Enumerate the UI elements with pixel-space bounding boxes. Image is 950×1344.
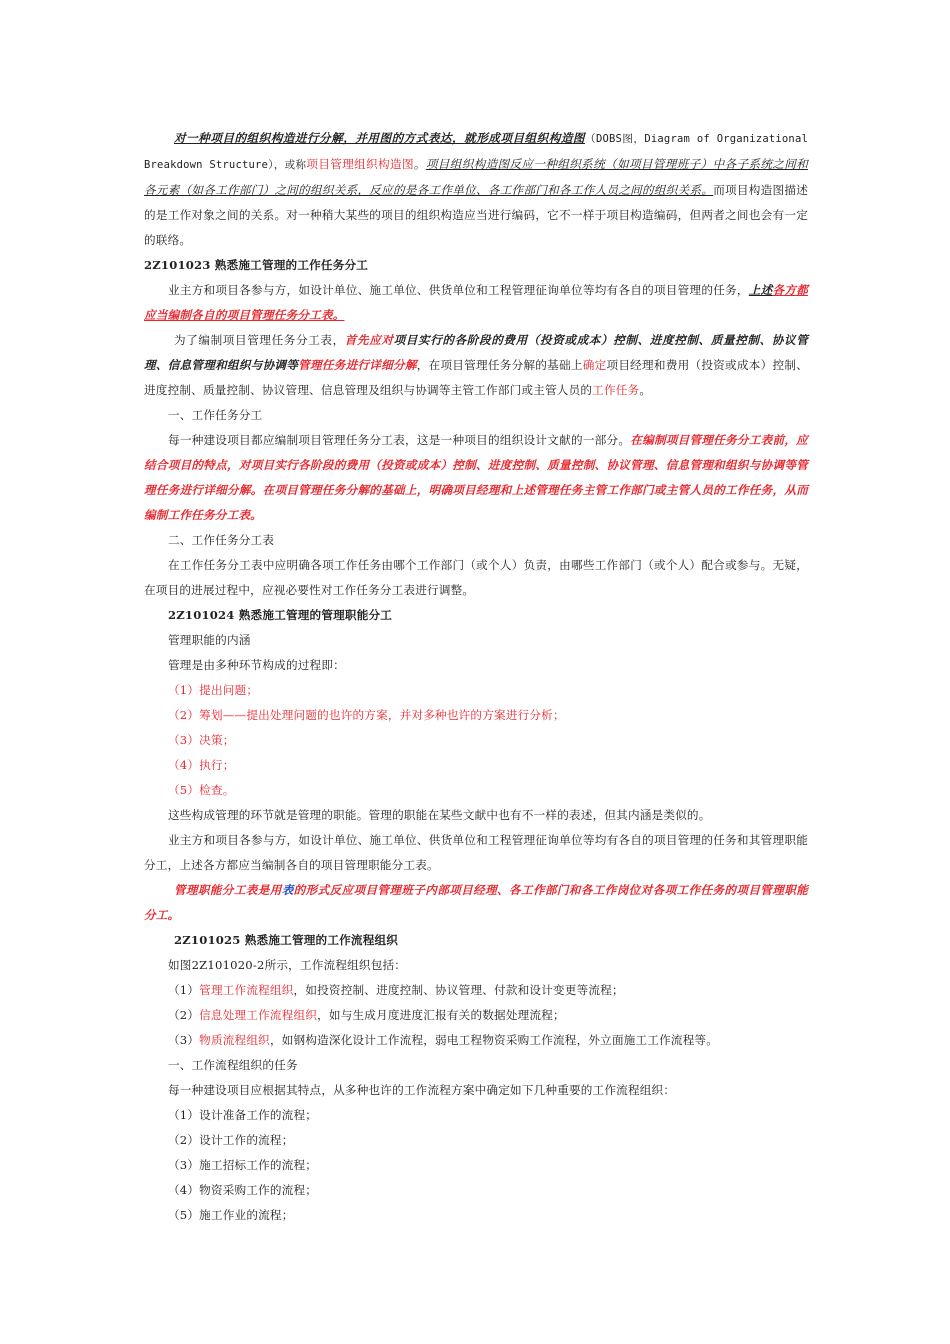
- paragraph-task-intro: 业主方和项目各参与方，如设计单位、施工单位、供货单位和工程管理征询单位等均有各自的项目管理的任务，上述各方都应当编制各自的项目管理任务分工表。: [144, 283, 808, 322]
- list-item: （3）施工招标工作的流程；: [168, 1158, 318, 1172]
- list-item: （1）设计准备工作的流程；: [168, 1108, 318, 1122]
- subheading-function-meaning: 管理职能的内涵: [168, 633, 251, 647]
- dobs-alt-name: 项目管理组织构造图: [306, 157, 414, 171]
- section-heading-2z101025: 2Z101025 熟悉施工管理的工作流程组织: [174, 933, 399, 947]
- subheading-task-table: 二、工作任务分工表: [168, 533, 275, 547]
- paragraph-task-table: 每一种建设项目都应编制项目管理任务分工表，这是一种项目的组织设计文献的一部分。在编制项目管理任务分工表前，应结合项目的特点，对项目实行各阶段的费用（投资或成本）控制、进度控制、质量控制、协议管理、信息管理和组织与协调等管理任务进行详细分解。在项目管理任务分解的基础上，明确项目经理和上述管理任务主管工作部门或主管人员的工作任务，从而编制工作任务分工表。: [144, 433, 808, 522]
- section-heading-2z101024: 2Z101024 熟悉施工管理的管理职能分工: [168, 608, 393, 622]
- list-item: （1）管理工作流程组织，如投资控制、进度控制、协议管理、付款和设计变更等流程；: [168, 983, 624, 997]
- list-item: （1）提出问题；: [168, 683, 259, 697]
- paragraph-functions: 这些构成管理的环节就是管理的职能。管理的职能在某些文献中也有不一样的表述，但其内涵是类似的。: [168, 808, 711, 822]
- paragraph-flow-intro: 如图2Z101020-2所示，工作流程组织包括：: [168, 958, 407, 972]
- dobs-explanation: 项目组织构造图反应一种组织系统（如项目管理班子）中各子系统之间和各元素（如各工作部门）之间的组织关系，反应的是各工作单位、各工作部门和各工作人员之间的组织关系。: [144, 157, 808, 197]
- dobs-definition: 对一种项目的组织构造进行分解，并用图的方式表达，就形成项目组织构造图: [174, 131, 585, 145]
- paragraph-task-table-detail: 在工作任务分工表中应明确各项工作任务由哪个工作部门（或个人）负责，由哪些工作部门（或个人）配合或参与。无疑，在项目的进展过程中，应视必要性对工作任务分工表进行调整。: [144, 558, 808, 597]
- list-item: （5）施工作业的流程；: [168, 1208, 294, 1222]
- paragraph-function-table: 业主方和项目各参与方，如设计单位、施工单位、供货单位和工程管理征询单位等均有各自的项目管理的任务和其管理职能分工，上述各方都应当编制各自的项目管理职能分工表。: [144, 833, 808, 872]
- paragraph-process: 管理是由多种环节构成的过程即：: [168, 658, 345, 672]
- paragraph-flow-task: 每一种建设项目应根据其特点，从多种也许的工作流程方案中确定如下几种重要的工作流程组织：: [168, 1083, 676, 1097]
- list-item: （3）决策；: [168, 733, 235, 747]
- paragraph-dobs: 对一种项目的组织构造进行分解，并用图的方式表达，就形成项目组织构造图（DOBS图，Diagram of Organizational Breakdown Structure），或称项目管理组织构造图。项目组织构造图反应一种组织系统（如项目管理班子）中各子系统之间和各元素（如各工作部门）之间的组织关系，反应的是各工作单位、各工作部门和各工作人员之间的组织关系。而项目构造图描述的是工作对象之间的关系。对一种稍大某些的项目的组织构造应当进行编码，它不一样于项目构造编码，但两者之间也会有一定的联络。: [144, 131, 808, 247]
- list-item: （4）执行；: [168, 758, 235, 772]
- dobs-abbrev: （DOBS图，Diagram of Organizational Breakdown Structure），或称: [144, 133, 808, 171]
- list-item: （5）检查。: [168, 783, 235, 797]
- list-item: （2）设计工作的流程；: [168, 1133, 294, 1147]
- list-item: （3）物质流程组织，如钢构造深化设计工作流程，弱电工程物资采购工作流程，外立面施工工作流程等。: [168, 1033, 719, 1047]
- paragraph-task-decompose: 为了编制项目管理任务分工表，首先应对项目实行的各阶段的费用（投资或成本）控制、进度控制、质量控制、协议管理、信息管理和组织与协调等管理任务进行详细分解，在项目管理任务分解的基础上确定项目经理和费用（投资或成本）控制、进度控制、质量控制、协议管理、信息管理及组织与协调等主管工作部门或主管人员的工作任务。: [144, 333, 808, 397]
- list-item: （2）信息处理工作流程组织，如与生成月度进度汇报有关的数据处理流程；: [168, 1008, 565, 1022]
- subheading-flow-task: 一、工作流程组织的任务: [168, 1058, 298, 1072]
- list-item: （4）物资采购工作的流程；: [168, 1183, 318, 1197]
- list-item: （2）筹划——提出处理问题的也许的方案，并对多种也许的方案进行分析；: [168, 708, 565, 722]
- subheading-task-division: 一、工作任务分工: [168, 408, 263, 422]
- dobs-tail: 而项目构造图描述的是工作对象之间的关系。对一种稍大某些的项目的组织构造应当进行编码，它不一样于项目构造编码，但两者之间也会有一定的联络。: [144, 183, 808, 247]
- paragraph-function-table-def: 管理职能分工表是用表的形式反应项目管理班子内部项目经理、各工作部门和各工作岗位对各项工作任务的项目管理职能分工。: [144, 883, 808, 922]
- document-body: [144, 126, 808, 1228]
- section-heading-2z101023: 2Z101023 熟悉施工管理的工作任务分工: [144, 258, 369, 272]
